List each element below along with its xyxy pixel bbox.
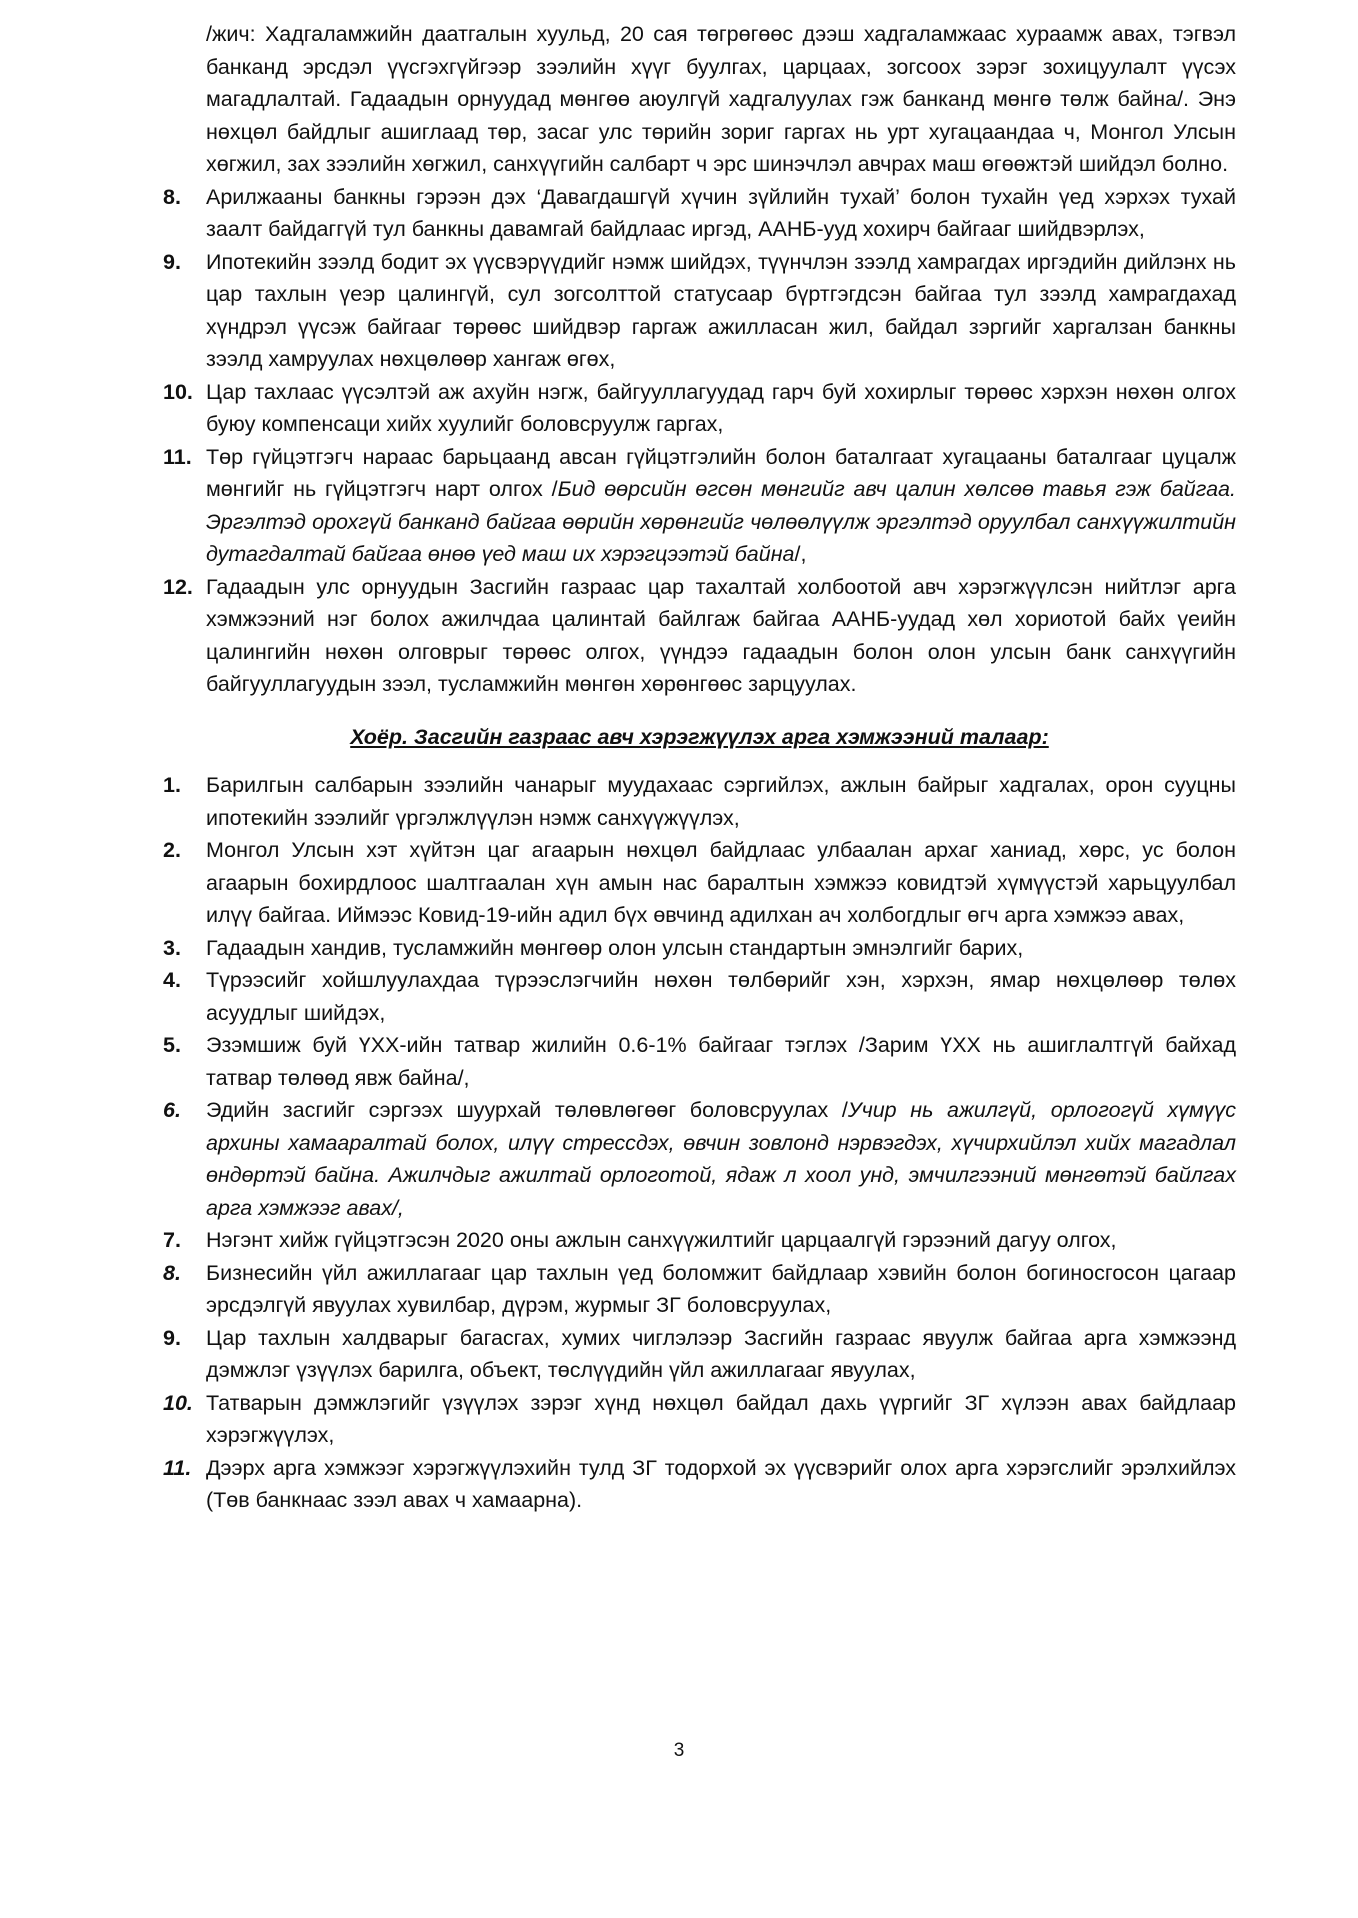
list-item bbox=[163, 1257, 1236, 1322]
page-content bbox=[163, 18, 1236, 1517]
item-text: Цар тахлын халдварыг багасгах, хумих чиглэлээр Засгийн газраас явуулж байгаа арга хэмжээнд дэмжлэг үзүүлэх барилга, объект, төслүүдийн үйл ажиллагааг явуулах, bbox=[206, 1325, 1236, 1382]
list-item bbox=[163, 1094, 1236, 1224]
item-number: 5. bbox=[163, 1033, 181, 1057]
item-text: Барилгын салбарын зээлийн чанарыг муудахаас сэргийлэх, ажлын байрыг хадгалах, орон сууцны ипотекийн зээлийг үргэлжлүүлэн нэмж санхүүжүүлэх, bbox=[206, 773, 1236, 830]
item-text: Түрээсийг хойшлуулахдаа түрээслэгчийн нөхөн төлбөрийг хэн, хэрхэн, ямар нөхцөлөөр төлөх асуудлыг шийдэх, bbox=[206, 968, 1236, 1025]
item-number: 9. bbox=[163, 1325, 181, 1350]
item-text: Гадаадын улс орнуудын Засгийн газраас цар тахалтай холбоотой авч хэрэгжүүлсэн нийтлэг арга хэмжээний нэг болох ажилчдаа цалинтай байлгаж байгаа ААНБ-уудад хөл хориотой байх үеийн цалингийн нөхөн олговрыг төрөөс олгох, үүндээ гадаадын болон олон улсын банк санхүүгийн байгууллагуудын зээл, тусламжийн мөнгөн хөрөнгөөс зарцуулах. bbox=[206, 574, 1236, 696]
item-text: Нэгэнт хийж гүйцэтгэсэн 2020 оны ажлын санхүүжилтийг царцаалгүй гэрээний дагуу олгох, bbox=[206, 1228, 1117, 1252]
item-text: Арилжааны банкны гэрээн дэх ‘Давагдашгүй хүчин зүйлийн тухай’ болон тухайн үед хэрхэх тухай заалт байдаггүй тул банкны давамгай байдлаас иргэд, ААНБ-ууд хохирч байгааг шийдвэрлэх, bbox=[206, 184, 1236, 241]
item-number: 11. bbox=[163, 444, 192, 469]
list-item bbox=[163, 181, 1236, 246]
item-number: 2. bbox=[163, 838, 181, 862]
item-number: 10. bbox=[163, 379, 193, 404]
section1-list bbox=[163, 181, 1236, 701]
item-tail-text: /, bbox=[794, 542, 807, 566]
item-number: 3. bbox=[163, 935, 181, 960]
list-item bbox=[163, 246, 1236, 376]
list-item bbox=[163, 769, 1236, 834]
item-text: Татварын дэмжлэгийг үзүүлэх зэрэг хүнд нөхцөл байдал дахь үүргийг ЗГ хүлээн авах байдлаар хэрэгжүүлэх, bbox=[206, 1390, 1236, 1447]
list-item bbox=[163, 571, 1236, 701]
item-text: Цар тахлаас үүсэлтэй аж ахуйн нэгж, байгууллагуудад гарч буй хохирлыг төрөөс хэрхэн нөхөн олгох буюу компенсаци хийх хуулийг боловсруулж гаргах, bbox=[206, 379, 1236, 436]
list-item bbox=[163, 1322, 1236, 1387]
list-item bbox=[163, 964, 1236, 1029]
item-text-wrapper bbox=[206, 441, 1236, 571]
item-number: 8. bbox=[163, 1260, 181, 1285]
item-text: Эзэмшиж буй ҮХХ-ийн татвар жилийн 0.6-1% байгааг тэглэх /Зарим ҮХХ нь ашиглалтгүй байхад татвар төлөөд явж байна/, bbox=[206, 1033, 1236, 1090]
item-number: 1. bbox=[163, 773, 181, 797]
list-item bbox=[163, 1387, 1236, 1452]
item-number: 8. bbox=[163, 184, 181, 209]
list-item bbox=[163, 441, 1236, 571]
item-text: Монгол Улсын хэт хүйтэн цаг агаарын нөхцөл байдлаас улбаалан архаг ханиад, хөрс, ус болон агаарын бохирдлоос шалтгаалан хүн амын нас баралтын хэмжээ ковидтэй хүмүүстэй харьцуулбал илүү байгаа. Иймээс Ковид-19-ийн адил бүх өвчинд адилхан ач холбогдлыг өгч арга хэмжээ авах, bbox=[206, 838, 1236, 927]
list-item bbox=[163, 376, 1236, 441]
item-number: 6. bbox=[163, 1098, 181, 1122]
item-text: Дээрх арга хэмжээг хэрэгжүүлэхийн тулд ЗГ тодорхой эх үүсвэрийг олох арга хэрэгслийг эрэлхийлэх (Төв банкнаас зээл авах ч хамаарна). bbox=[206, 1455, 1236, 1512]
item-number: 11. bbox=[163, 1455, 192, 1480]
page-number: 3 bbox=[673, 1740, 685, 1761]
item-number: 4. bbox=[163, 968, 181, 992]
item-italic-text: Бид өөрсийн өгсөн мөнгийг авч цалин хөлсөө тавья гэж байгаа. Эргэлтэд орохгүй банканд байгаа өөрийн хөрөнгийг чөлөөлүүлж эргэлтэд оруулбал санхүүжилтийн дутагдалтай байгаа өнөө үед маш их хэрэгцээтэй байна bbox=[206, 477, 1236, 566]
item-text-wrapper bbox=[206, 1094, 1236, 1224]
list-item bbox=[163, 1029, 1236, 1094]
section2-heading: Хоёр. Засгийн газраас авч хэрэгжүүлэх арга хэмжээний талаар: bbox=[350, 724, 1049, 749]
item-text: Ипотекийн зээлд бодит эх үүсвэрүүдийг нэмж шийдэх, түүнчлэн зээлд хамрагдах иргэдийн дийлэнх нь цар тахлын үеэр цалингүй, сул зогсолттой статусаар бүртгэгдсэн байгаа тул зээлд хамрагдахад хүндрэл үүсэж байгааг төрөөс шийдвэр гаргаж ажилласан жил, байдал зэргийг харгалзан банкны зээлд хамруулах нөхцөлөөр хангаж өгөх, bbox=[206, 249, 1236, 371]
intro-paragraph: /жич: Хадгаламжийн даатгалын хуульд, 20 сая төгрөгөөс дээш хадгаламжаас хураамж авах, тэгвэл банканд эрсдэл үүсгэхгүйгээр зээлийн хүүг буулгах, царцаах, зогсоох зэрэг зохицуулалт үүсэх магадлалтай. Гадаадын орнуудад мөнгөө аюулгүй хадгалуулах гэж банканд мөнгө төлж байна/. Энэ нөхцөл байдлыг ашиглаад төр, засаг улс төрийн зориг гаргах нь урт хугацаандаа ч, Монгол Улсын хөгжил, зах зээлийн хөгжил, санхүүгийн салбарт ч эрс шинэчлэл авчрах маш өгөөжтэй шийдэл болно. bbox=[206, 22, 1236, 176]
item-text: Төр гүйцэтгэгч нараас барьцаанд авсан гүйцэтгэлийн болон баталгаат хугацааны баталгааг цуцалж мөнгийг нь гүйцэтгэгч нарт олгох / bbox=[206, 444, 1236, 501]
item-text: Эдийн засгийг сэргээх шуурхай төлөвлөгөөг боловсруулах / bbox=[206, 1098, 848, 1122]
item-number: 12. bbox=[163, 574, 193, 599]
item-text: Бизнесийн үйл ажиллагааг цар тахлын үед боломжит байдлаар хэвийн болон богиносгосон цагаар эрсдэлгүй явуулах хувилбар, дүрэм, журмыг ЗГ боловсруулах, bbox=[206, 1260, 1236, 1317]
item-number: 9. bbox=[163, 249, 181, 274]
list-item bbox=[163, 932, 1236, 965]
list-item bbox=[163, 1224, 1236, 1257]
section2-list bbox=[163, 769, 1236, 1517]
item-text: Гадаадын хандив, тусламжийн мөнгөөр олон улсын стандартын эмнэлгийг барих, bbox=[206, 935, 1024, 960]
list-item bbox=[163, 1452, 1236, 1517]
item-number: 7. bbox=[163, 1228, 181, 1252]
item-italic-text: Учир нь ажилгүй, орлогогүй хүмүүс архины хамааралтай болох, илүү стрессдэх, өвчин зовлонд нэрвэгдэх, хүчирхийлэл хийх магадлал өндөртэй байна. Ажилчдыг ажилтай орлоготой, ядаж л хоол унд, эмчилгээний мөнгөтэй байлгах арга хэмжээг авах/, bbox=[206, 1098, 1236, 1220]
item-number: 10. bbox=[163, 1390, 193, 1415]
list-item bbox=[163, 834, 1236, 932]
